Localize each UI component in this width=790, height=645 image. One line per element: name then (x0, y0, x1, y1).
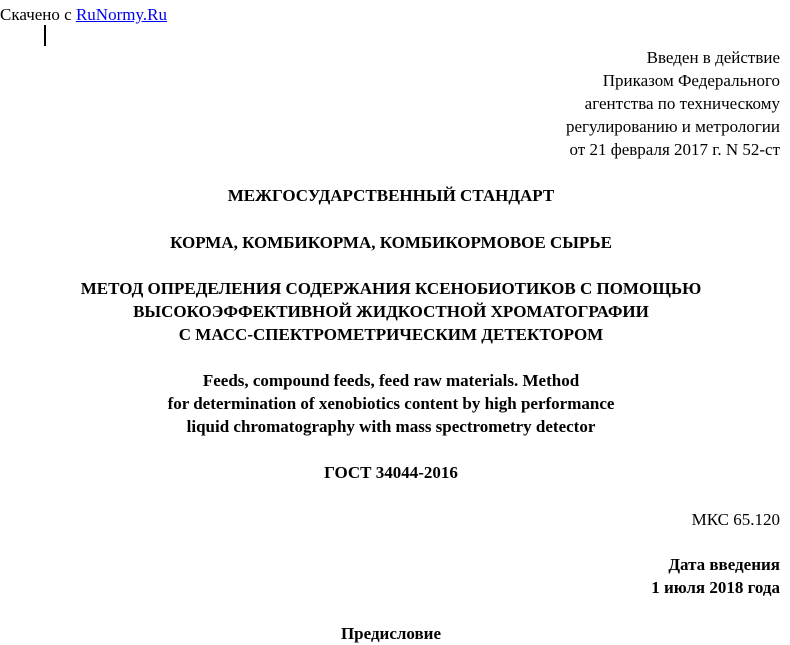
standard-type-heading (0, 184, 782, 207)
approval-line: агентства по техническому (584, 94, 780, 113)
gost-number: ГОСТ 34044-2016 (324, 463, 458, 482)
intro-date-label: Дата введения (668, 555, 780, 574)
text-cursor (44, 25, 46, 46)
method-title-line: МЕТОД ОПРЕДЕЛЕНИЯ СОДЕРЖАНИЯ КСЕНОБИОТИКОВ С ПОМОЩЬЮ (80, 279, 702, 298)
approval-line: регулированию и метрологии (565, 117, 780, 136)
intro-date-value: 1 июля 2018 года (651, 578, 780, 597)
english-title-line: liquid chromatography with mass spectrometry detector (186, 417, 596, 436)
source-line (0, 3, 167, 26)
approval-block (566, 46, 780, 161)
gost-number-heading (0, 461, 782, 484)
foreword-heading: Предисловие (340, 624, 442, 643)
section-heading (0, 622, 782, 645)
mks-code: МКС 65.120 (691, 510, 780, 529)
english-title-line: for determination of xenobiotics content by high performance (167, 394, 615, 413)
english-title (0, 369, 782, 438)
approval-line: Введен в действие (646, 48, 780, 67)
english-title-line: Feeds, compound feeds, feed raw materials. Method (202, 371, 580, 390)
subject-heading (0, 231, 782, 254)
source-link[interactable]: RuNormy.Ru (75, 5, 167, 24)
method-title (0, 277, 782, 346)
source-prefix: Скачено с (0, 5, 76, 24)
approval-line: от 21 февраля 2017 г. N 52-ст (569, 140, 780, 159)
standard-type: МЕЖГОСУДАРСТВЕННЫЙ СТАНДАРТ (227, 186, 555, 205)
approval-line: Приказом Федерального (602, 71, 780, 90)
subject-title: КОРМА, КОМБИКОРМА, КОМБИКОРМОВОЕ СЫРЬЕ (170, 233, 612, 252)
method-title-line: ВЫСОКОЭФФЕКТИВНОЙ ЖИДКОСТНОЙ ХРОМАТОГРАФИИ (133, 302, 649, 321)
method-title-line: С МАСС-СПЕКТРОМЕТРИЧЕСКИМ ДЕТЕКТОРОМ (178, 325, 604, 344)
